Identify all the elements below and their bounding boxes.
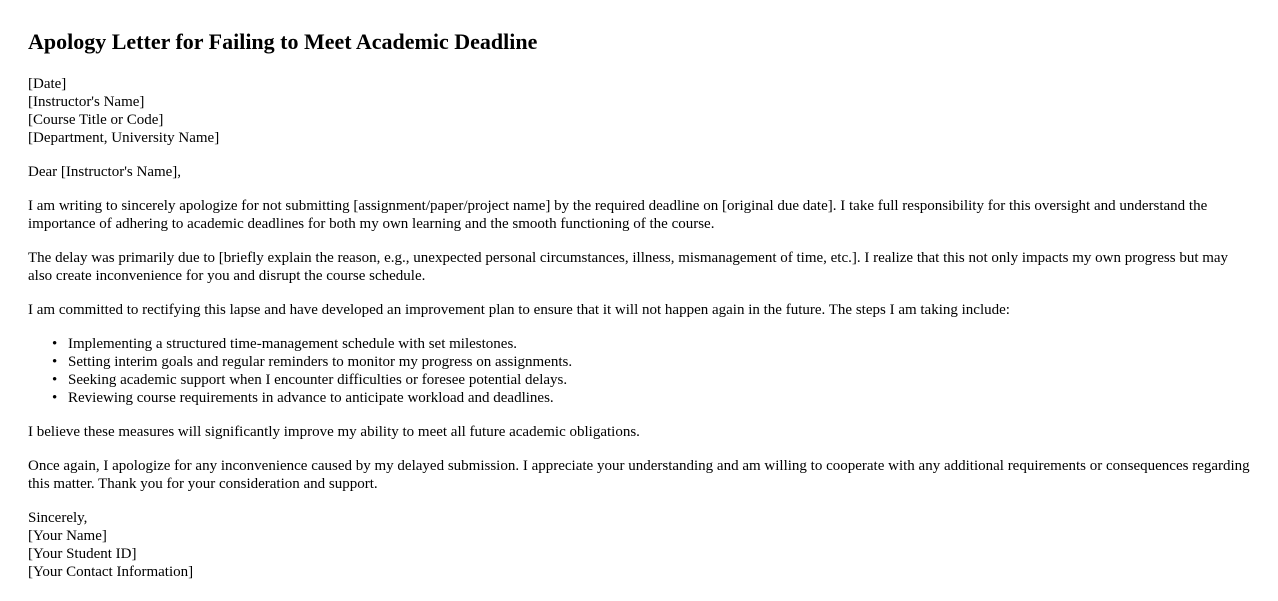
bullet-icon: • xyxy=(52,390,58,406)
list-item-text: Implementing a structured time-management schedule with set milestones. xyxy=(68,336,518,352)
list-item xyxy=(52,353,1250,371)
paragraph-plan-intro: I am committed to rectifying this lapse and have developed an improvement plan to ensure that it will not happen again in the future. The steps I am taking include: xyxy=(28,302,1010,318)
your-name-line: [Your Name] xyxy=(28,528,107,544)
bullet-icon: • xyxy=(52,372,58,388)
student-id-line: [Your Student ID] xyxy=(28,546,137,562)
paragraph-reason: The delay was primarily due to [briefly explain the reason, e.g., unexpected personal circumstances, illness, mismanagement of time, etc.]. I realize that this not only impacts my own progress but may also create inconvenience for you and disrupt the course schedule. xyxy=(28,250,1229,284)
valediction: Sincerely, xyxy=(28,510,88,526)
course-title-line: [Course Title or Code] xyxy=(28,112,164,128)
paragraph-closing: Once again, I apologize for any inconvenience caused by my delayed submission. I appreciate your understanding and am willing to cooperate with any additional requirements or consequences regarding this matter. Thank you for your consideration and support. xyxy=(28,458,1250,492)
letter-title: Apology Letter for Failing to Meet Academic Deadline xyxy=(28,29,538,54)
list-item-text: Setting interim goals and regular reminders to monitor my progress on assignments. xyxy=(68,354,573,370)
department-line: [Department, University Name] xyxy=(28,130,220,146)
instructor-name-line: [Instructor's Name] xyxy=(28,94,145,110)
list-item xyxy=(52,335,1250,353)
list-item-text: Seeking academic support when I encounter difficulties or foresee potential delays. xyxy=(68,372,568,388)
list-item xyxy=(52,389,1250,407)
contact-info-line: [Your Contact Information] xyxy=(28,564,194,580)
letter-signoff xyxy=(28,509,1250,581)
paragraph-apology: I am writing to sincerely apologize for not submitting [assignment/paper/project name] by the required deadline on [original due date]. I take full responsibility for this oversight and understand the importance of adhering to academic deadlines for both my own learning and the smooth functioning of the course. xyxy=(28,198,1208,232)
date-line: [Date] xyxy=(28,76,67,92)
list-item-text: Reviewing course requirements in advance to anticipate workload and deadlines. xyxy=(68,390,554,406)
paragraph-belief: I believe these measures will significantly improve my ability to meet all future academic obligations. xyxy=(28,424,640,440)
letter-header xyxy=(28,75,1250,147)
salutation: Dear [Instructor's Name], xyxy=(28,164,182,180)
improvement-steps-list xyxy=(28,335,1250,407)
bullet-icon: • xyxy=(52,336,58,352)
list-item xyxy=(52,371,1250,389)
bullet-icon: • xyxy=(52,354,58,370)
